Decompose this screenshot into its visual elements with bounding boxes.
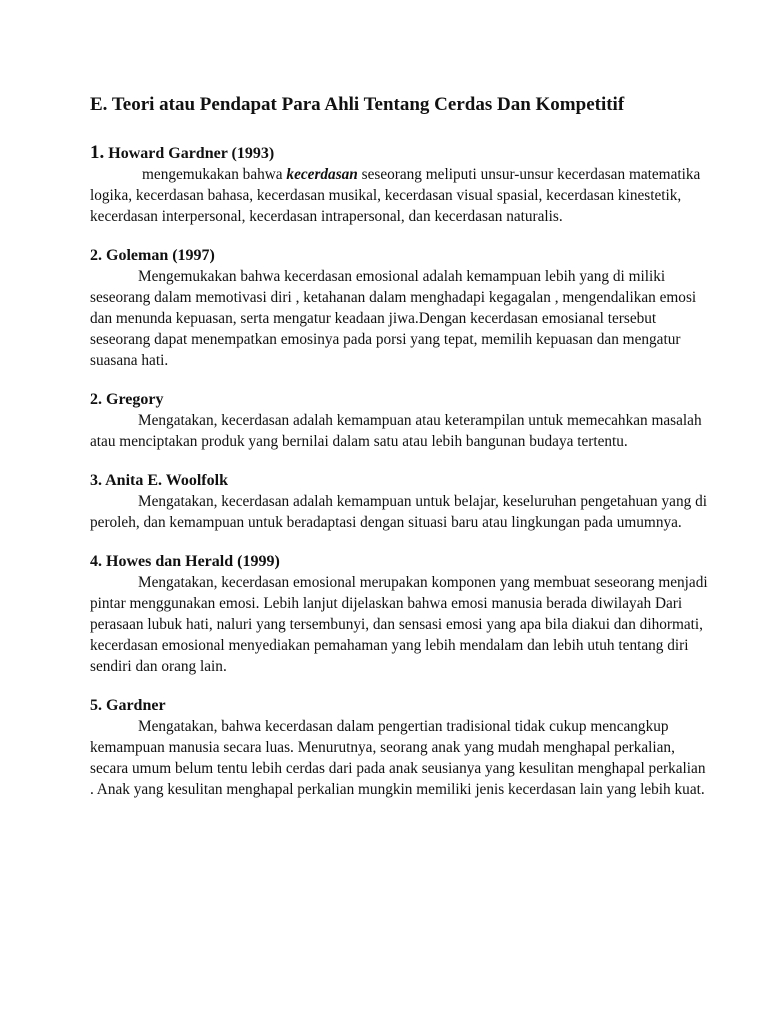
section-paragraph: Mengatakan, bahwa kecerdasan dalam pengertian tradisional tidak cukup mencangkup kemampuan manusia secara luas. Menurutnya, seorang anak yang mudah menghapal perkalian, secara umum belum tentu lebih cerdas dari pada anak seusianya yang kesulitan menghapal perkalian . Anak yang kesulitan menghapal perkalian mungkin memiliki jenis kecerdasan lain yang lebih kuat. [90,718,706,798]
section-heading [90,142,708,164]
section-paragraph: Mengatakan, kecerdasan adalah kemampuan untuk belajar, keseluruhan pengetahuan yang di peroleh, dan kemampuan untuk beradaptasi dengan situasi baru atau lingkungan pada umumnya. [90,493,707,531]
section-heading: 3. Anita E. Woolfolk [90,472,228,489]
emphasis-term: kecerdasan [286,166,358,183]
section-paragraph [90,164,708,227]
section-heading: 5. Gardner [90,697,166,714]
section-number: 1. [90,142,105,163]
section-howes-herald [90,551,708,677]
section-heading-name: Howard Gardner (1993) [108,145,275,162]
document-title: E. Teori atau Pendapat Para Ahli Tentang Cerdas Dan Kompetitif [90,94,625,115]
section-paragraph: Mengemukakan bahwa kecerdasan emosional adalah kemampuan lebih yang di miliki seseorang dalam memotivasi diri , ketahanan dalam menghadapi kegagalan , mengendalikan emosi dan menunda kepuasan, serta mengatur keadaan jiwa.Dengan kecerdasan emosianal tersebut seseorang dapat menempatkan emosinya pada porsi yang tepat, memilih kepuasan dan mengatur suasana hati. [90,268,697,369]
paragraph-text-before: mengemukakan bahwa [142,166,287,183]
section-paragraph: Mengatakan, kecerdasan adalah kemampuan atau keterampilan untuk memecahkan masalah atau menciptakan produk yang bernilai dalam satu atau lebih bangunan budaya tertentu. [90,412,702,450]
section-gregory [90,389,708,452]
section-anita-woolfolk [90,470,708,533]
section-paragraph: Mengatakan, kecerdasan emosional merupakan komponen yang membuat seseorang menjadi pintar menggunakan emosi. Lebih lanjut dijelaskan bahwa emosi manusia berada diwilayah Dari perasaan lubuk hati, naluri yang tersembunyi, dan sensasi emosi yang apa bila diakui dan dihormati, kecerdasan emosional menyediakan pemahaman yang lebih mendalam dan lebih utuh tentang diri sendiri dan orang lain. [90,574,708,675]
section-heading: 4. Howes dan Herald (1999) [90,553,280,570]
section-gardner [90,695,708,800]
section-howard-gardner [90,142,708,227]
section-goleman [90,245,708,371]
section-heading: 2. Gregory [90,391,164,408]
paragraph-text-after: seseorang meliputi unsur-unsur kecerdasan matematika logika, kecerdasan bahasa, kecerdasan musikal, kecerdasan visual spasial, kecerdasan kinestetik, kecerdasan interpersonal, kecerdasan intrapersonal, dan kecerdasan naturalis. [90,166,701,225]
section-heading: 2. Goleman (1997) [90,247,215,264]
